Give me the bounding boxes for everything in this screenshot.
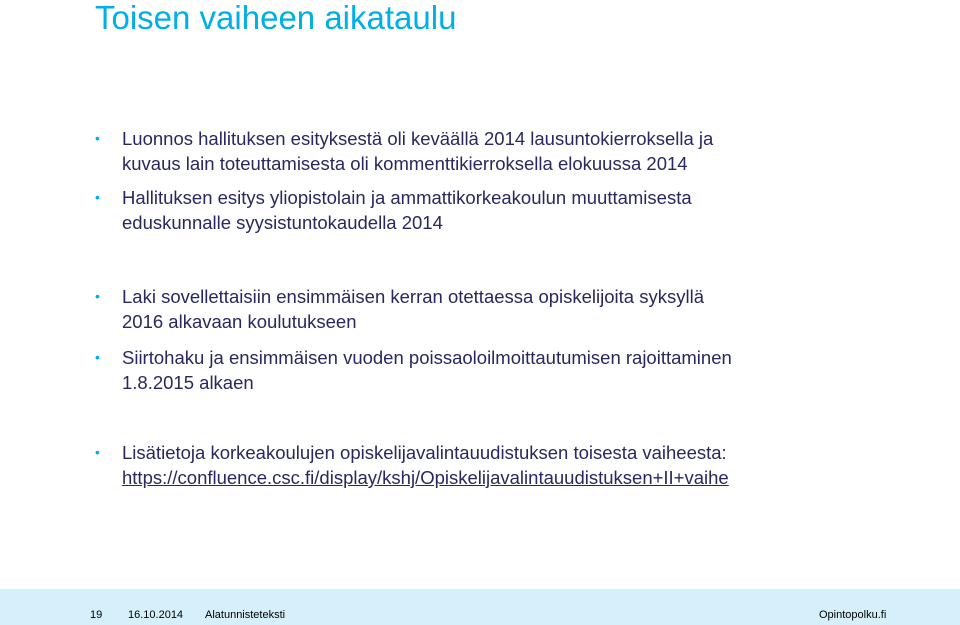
bullet-line: kuvaus lain toteuttamisesta oli kommenttikierroksella elokuussa 2014 [122,153,688,174]
bullet-line: eduskunnalle syysistuntokaudella 2014 [122,212,443,233]
bullet-item [95,345,895,395]
page-number: 19 [90,609,103,621]
bullet-dot-icon: • [95,189,100,205]
brand-name: Opintopolku.fi [819,609,887,621]
bullet-item [95,185,895,235]
slide-footer [0,589,960,625]
footer-label: Alatunnisteteksti [205,609,286,621]
bullet-line: Lisätietoja korkeakoulujen opiskelijavalintauudistuksen toisesta vaiheesta: [122,442,727,463]
bullet-dot-icon: • [95,349,100,365]
bullet-dot-icon: • [95,288,100,304]
bullet-line: Hallituksen esitys yliopistolain ja ammattikorkeakoulun muuttamisesta [122,187,692,208]
bullet-line: Laki sovellettaisiin ensimmäisen kerran otettaessa opiskelijoita syksyllä [122,286,704,307]
bullet-item [95,126,895,176]
bullet-line: 2016 alkavaan koulutukseen [122,311,357,332]
bullet-line: Siirtohaku ja ensimmäisen vuoden poissaoloilmoittautumisen rajoittaminen [122,347,732,368]
bullet-line: 1.8.2015 alkaen [122,372,254,393]
confluence-link[interactable]: https://confluence.csc.fi/display/kshj/Opiskelijavalintauudistuksen+II+vaihe [122,467,729,488]
bullet-dot-icon: • [95,130,100,146]
bullet-item [95,440,895,490]
bullet-line: Luonnos hallituksen esityksestä oli keväällä 2014 lausuntokierroksella ja [122,128,714,149]
footer-date: 16.10.2014 [128,609,184,621]
bullet-dot-icon: • [95,444,100,460]
slide-title: Toisen vaiheen aikataulu [95,0,457,36]
bullet-item [95,284,895,334]
